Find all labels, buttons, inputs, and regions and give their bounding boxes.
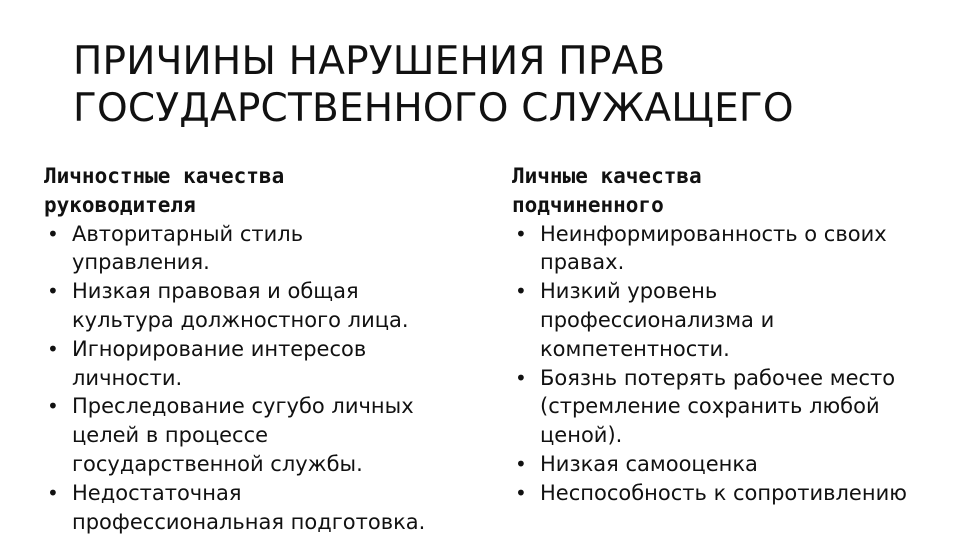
list-item bbox=[44, 479, 484, 537]
list-item-text: Боязнь потерять рабочее место (стремление сохранить любой ценой). bbox=[540, 365, 896, 448]
bullet-icon: • bbox=[47, 221, 59, 246]
list-item-text: Неспособность к сопротивлению bbox=[540, 480, 907, 505]
right-heading-line-2: подчиненного bbox=[512, 192, 664, 217]
bullet-icon: • bbox=[515, 221, 527, 246]
list-item-text: Низкая правовая и общая культура должностного лица. bbox=[72, 279, 409, 332]
left-heading-line-2: руководителя bbox=[44, 192, 196, 217]
list-item bbox=[512, 277, 952, 363]
list-item bbox=[512, 479, 952, 508]
slide-title-line-2: ГОСУДАРСТВЕННОГО СЛУЖАЩЕГО bbox=[73, 86, 794, 131]
bullet-icon: • bbox=[47, 279, 59, 304]
list-item bbox=[44, 335, 484, 393]
right-column-heading bbox=[512, 162, 952, 220]
list-item bbox=[44, 392, 484, 478]
bullet-icon: • bbox=[515, 365, 527, 390]
list-item bbox=[512, 450, 952, 479]
bullet-icon: • bbox=[515, 279, 527, 304]
right-heading-line-1: Личные качества bbox=[512, 164, 702, 188]
left-bullet-list bbox=[44, 220, 484, 537]
right-bullet-list bbox=[512, 220, 952, 508]
slide-title-line-1: ПРИЧИНЫ НАРУШЕНИЯ ПРАВ bbox=[73, 39, 666, 84]
list-item-text: Низкий уровень профессионализма и компетентности. bbox=[540, 279, 775, 361]
bullet-icon: • bbox=[47, 336, 59, 361]
left-column bbox=[44, 162, 484, 536]
left-heading-line-1: Личностные качества bbox=[44, 164, 285, 188]
bullet-icon: • bbox=[515, 451, 527, 476]
list-item-text: Авторитарный стиль управления. bbox=[72, 221, 304, 275]
list-item-text: Игнорирование интересов личности. bbox=[72, 336, 367, 390]
bullet-icon: • bbox=[47, 394, 59, 419]
list-item bbox=[44, 277, 484, 335]
list-item bbox=[44, 220, 484, 278]
list-item bbox=[512, 364, 952, 450]
right-column bbox=[512, 162, 952, 508]
list-item-text: Неинформированность о своих правах. bbox=[540, 221, 887, 275]
bullet-icon: • bbox=[47, 480, 59, 505]
list-item-text: Недостаточная профессиональная подготовка. bbox=[72, 480, 426, 534]
bullet-icon: • bbox=[515, 480, 527, 505]
list-item-text: Преследование сугубо личных целей в процессе государственной службы. bbox=[72, 394, 414, 476]
list-item bbox=[512, 220, 952, 278]
list-item-text: Низкая самооценка bbox=[540, 451, 758, 476]
left-column-heading bbox=[44, 162, 484, 220]
slide-title bbox=[73, 38, 923, 132]
